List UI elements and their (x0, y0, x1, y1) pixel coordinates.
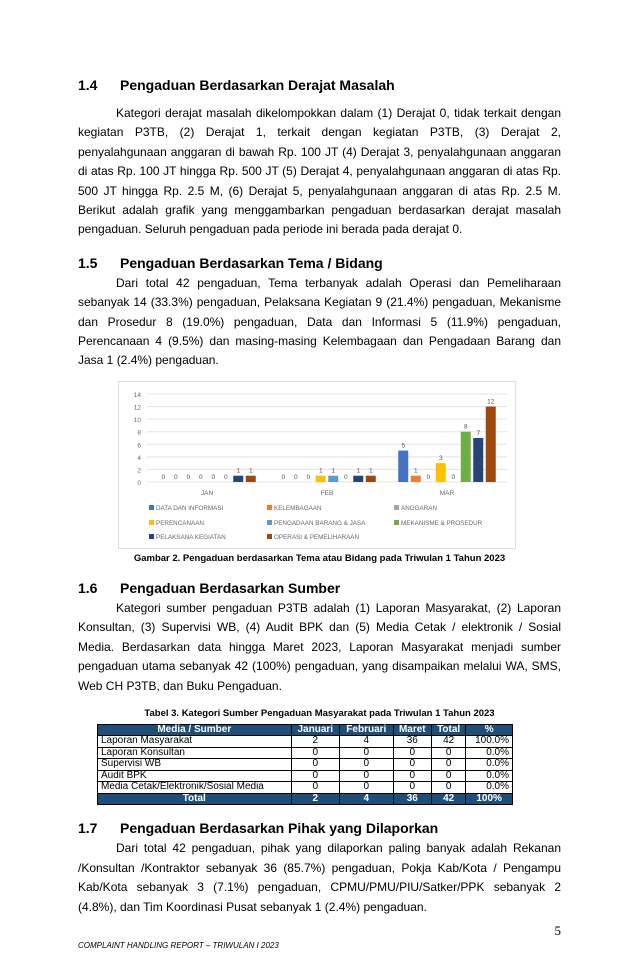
table-cell: Laporan Konsultan (98, 747, 292, 759)
legend-swatch (149, 505, 154, 510)
col-header: Februari (340, 724, 394, 736)
table-cell: 0 (431, 747, 465, 759)
table-cell: 0.0% (466, 759, 513, 771)
data-label: 0 (173, 473, 178, 481)
table-cell: 36 (393, 736, 431, 748)
legend-label: ANGGARAN (401, 504, 438, 512)
bar (436, 463, 446, 482)
data-label: 0 (426, 473, 431, 481)
y-tick-label: 6 (137, 442, 141, 450)
y-tick-label: 10 (133, 417, 141, 425)
data-label: 5 (401, 442, 406, 450)
table-caption: Tabel 3. Kategori Sumber Pengaduan Masyarakat pada Triwulan 1 Tahun 2023 (144, 707, 495, 719)
data-label: 7 (476, 429, 481, 437)
table-cell: 0 (393, 782, 431, 794)
table-row (98, 759, 513, 771)
bar (411, 476, 421, 482)
bar (316, 476, 326, 482)
legend-swatch (267, 520, 272, 525)
section-heading-1-6 (78, 579, 561, 597)
data-label: 1 (356, 467, 361, 475)
data-label: 0 (343, 473, 348, 481)
legend-label: PENGADAAN BARANG & JASA (274, 519, 366, 527)
section-number: 1.4 (78, 77, 98, 93)
table-cell: 0 (431, 759, 465, 771)
bar (328, 476, 338, 482)
legend-label: DATA DAN INFORMASI (156, 504, 224, 512)
y-tick-label: 2 (137, 467, 141, 475)
data-label: 0 (293, 473, 298, 481)
data-label: 0 (223, 473, 228, 481)
page-number: 5 (554, 923, 561, 939)
paragraph-derajat: Kategori derajat masalah dikelompokkan dalam (1) Derajat 0, tidak terkait dengan kegiatan P3TB, (2) Derajat 1, terkait dengan kegiatan P3TB, (3) Derajat 2, penyalahgunaan anggaran di bawah Rp. 100 JT (4) Derajat 3, penyalahgunaan anggaran di atas Rp. 100 JT hingga Rp. 500 JT (5) Derajat 4, penyalahgunaan anggaran di atas Rp. 500 JT hingga Rp. 2.5 M, (6) Derajat 5, penyalahgunaan anggaran di atas Rp. 2.5 M. Berikut adalah grafik yang menggambarkan pengaduan berdasarkan derajat masalah pengaduan. Seluruh pengaduan pada periode ini berada pada derajat 0. (78, 106, 561, 237)
col-header: Total (431, 724, 465, 736)
table-cell: 0 (393, 759, 431, 771)
section-number: 1.6 (78, 579, 98, 596)
data-label: 3 (438, 455, 443, 463)
table-cell: 0 (291, 747, 340, 759)
table-cell: Media Cetak/Elektronik/Sosial Media (98, 782, 292, 794)
data-label: 1 (248, 467, 253, 475)
total-cell: 42 (431, 793, 465, 805)
table-cell: 0.0% (466, 782, 513, 794)
paragraph-pihak: Dari total 42 pengaduan, pihak yang dilaporkan paling banyak adalah Rekanan /Konsultan /Kontraktor sebanyak 36 (85.7%) pengaduan, Pokja Kab/Kota / Pengampu Kab/Kota sebanyak 3 (7.1%) pengaduan, CPMU/PMU/PIU/Satker/PPK sebanyak 2 (4.8%), dan Tim Koordinasi Pusat sebanyak 1 (2.4%) pengaduan. (78, 841, 561, 914)
legend-label: PERENCANAAN (156, 519, 204, 527)
data-label: 1 (331, 467, 336, 475)
table-cell: 0 (393, 770, 431, 782)
bar (398, 450, 408, 481)
section-title: Pengaduan Berdasarkan Sumber (120, 579, 341, 596)
table-total-row (98, 793, 513, 805)
total-cell: 4 (340, 793, 394, 805)
section-heading-1-4 (78, 76, 561, 94)
legend-label: MEKANISME & PROSEDUR (401, 519, 483, 527)
table-cell: 0.0% (466, 770, 513, 782)
bar (353, 476, 363, 482)
table-cell: 0.0% (466, 747, 513, 759)
col-header: Maret (393, 724, 431, 736)
paragraph-sumber: Kategori sumber pengaduan P3TB adalah (1) Laporan Masyarakat, (2) Laporan Konsultan, (3) Supervisi WB, (4) Audit BPK dan (5) Media Cetak / elektronik / Sosial Media. Berdasarkan data hingga Maret 2023, Laporan Masyarakat menjadi sumber pengaduan utama sebanyak 42 (100%) pengaduan, yang disampaikan melalui WA, SMS, Web CH P3TB, dan Buku Pengaduan. (78, 600, 561, 693)
section-title: Pengaduan Berdasarkan Tema / Bidang (120, 254, 383, 271)
x-tick-label: FEB (320, 489, 334, 497)
legend-swatch (149, 534, 154, 539)
data-label: 0 (161, 473, 166, 481)
table-cell: 0 (431, 770, 465, 782)
data-label: 8 (463, 423, 468, 431)
source-table (97, 724, 513, 806)
data-label: 0 (186, 473, 191, 481)
bar (233, 476, 243, 482)
footer: COMPLAINT HANDLING REPORT – TRIWULAN I 2023 (78, 941, 279, 951)
legend-swatch (394, 505, 399, 510)
y-tick-label: 14 (133, 391, 141, 399)
data-label: 1 (318, 467, 323, 475)
data-label: 0 (281, 473, 286, 481)
total-cell: 100% (466, 793, 513, 805)
table-cell: 0 (393, 747, 431, 759)
data-label: 0 (198, 473, 203, 481)
table-row (98, 770, 513, 782)
bar (473, 438, 483, 482)
table-cell: Audit BPK (98, 770, 292, 782)
table-cell: 0 (431, 782, 465, 794)
data-label: 1 (236, 467, 241, 475)
table-cell: 100.0% (466, 736, 513, 748)
y-tick-label: 0 (137, 479, 141, 487)
figure-caption: Gambar 2. Pengaduan berdasarkan Tema atau Bidang pada Triwulan 1 Tahun 2023 (133, 552, 506, 564)
table-cell: 0 (291, 759, 340, 771)
section-number: 1.5 (78, 254, 98, 271)
col-header: % (466, 724, 513, 736)
x-tick-label: JAN (200, 489, 214, 497)
y-tick-label: 8 (137, 429, 141, 437)
data-label: 12 (487, 398, 495, 406)
data-label: 1 (413, 467, 418, 475)
bar (366, 476, 376, 482)
col-header: Media / Sumber (98, 724, 292, 736)
table-row (98, 736, 513, 748)
table-cell: 2 (291, 736, 340, 748)
table-row (98, 747, 513, 759)
section-heading-1-5 (78, 254, 561, 272)
table-cell: Supervisi WB (98, 759, 292, 771)
bar (246, 476, 256, 482)
chart-svg (119, 382, 515, 548)
data-label: 0 (211, 473, 216, 481)
table-cell: 42 (431, 736, 465, 748)
total-cell: Total (98, 793, 292, 805)
y-tick-label: 12 (133, 404, 141, 412)
bar (461, 432, 471, 482)
table-cell: 0 (291, 782, 340, 794)
legend-label: OPERASI & PEMELIHARAAN (274, 533, 360, 541)
col-header: Januari (291, 724, 340, 736)
legend-label: KELEMBAGAAN (274, 504, 322, 512)
data-label: 0 (306, 473, 311, 481)
legend-swatch (149, 520, 154, 525)
table-cell: 0 (291, 770, 340, 782)
section-heading-1-7 (78, 819, 561, 837)
table-cell: 0 (340, 782, 394, 794)
section-number: 1.7 (78, 820, 98, 837)
table-cell: 0 (340, 759, 394, 771)
table-cell: 0 (340, 747, 394, 759)
y-tick-label: 4 (137, 454, 141, 462)
table-cell: 0 (340, 770, 394, 782)
legend-label: PELAKSANA KEGIATAN (156, 533, 226, 541)
x-tick-label: MAR (439, 489, 455, 497)
table-row (98, 782, 513, 794)
section-title: Pengaduan Berdasarkan Pihak yang Dilaporkan (120, 820, 439, 837)
total-cell: 2 (291, 793, 340, 805)
legend-swatch (267, 505, 272, 510)
legend-swatch (267, 534, 272, 539)
bar (486, 406, 496, 481)
paragraph-tema: Dari total 42 pengaduan, Tema terbanyak adalah Operasi dan Pemeliharaan sebanyak 14 (33.3%) pengaduan, Pelaksana Kegiatan 9 (21.4%) pengaduan, Mekanisme dan Prosedur 8 (19.0%) pengaduan, Data dan Informasi 5 (11.9%) pengaduan, Perencanaan 4 (9.5%) dan masing-masing Kelembagaan dan Pengadaan Barang dan Jasa 1 (2.4%) pengaduan. (78, 275, 561, 368)
total-cell: 36 (393, 793, 431, 805)
table-cell: Laporan Masyarakat (98, 736, 292, 748)
section-title: Pengaduan Berdasarkan Derajat Masalah (120, 77, 395, 93)
data-label: 0 (451, 473, 456, 481)
bar-chart-tema (118, 381, 516, 549)
legend-swatch (394, 520, 399, 525)
data-label: 1 (368, 467, 373, 475)
table-cell: 4 (340, 736, 394, 748)
